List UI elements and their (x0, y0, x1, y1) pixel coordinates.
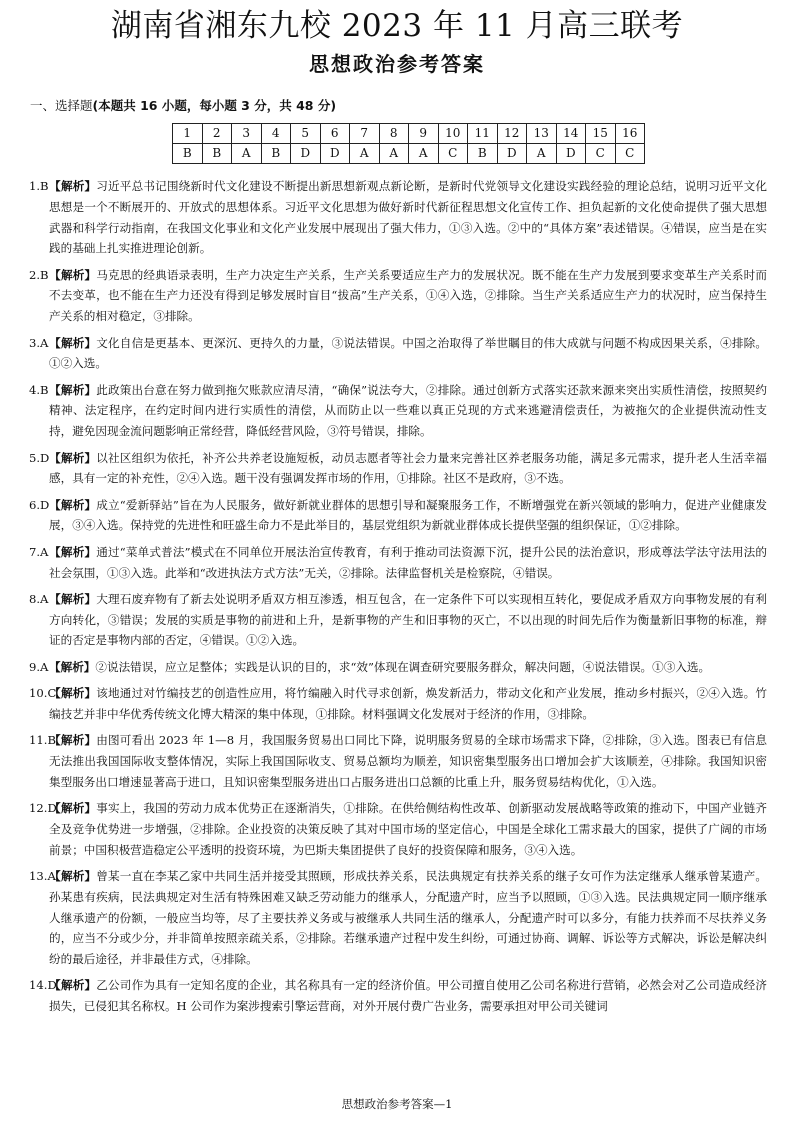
item-number: 2.B (29, 267, 49, 282)
explanation-item (29, 866, 767, 970)
explanation-item (29, 333, 767, 375)
answer-table-number-cell: 3 (232, 124, 262, 144)
answer-table-answer-cell: D (320, 144, 350, 164)
explanation-item (29, 448, 767, 490)
answer-table-number-cell: 6 (320, 124, 350, 144)
answer-table-answer-cell: B (261, 144, 291, 164)
answer-table-answer-row (173, 144, 645, 164)
analysis-tag: 【解析】 (49, 868, 97, 883)
answer-table-number-cell: 11 (468, 124, 498, 144)
answer-table-number-cell: 15 (586, 124, 616, 144)
item-number: 10.C (29, 686, 57, 701)
explanation-item (29, 730, 767, 792)
answer-table-answer-cell: B (468, 144, 498, 164)
explanation-item (29, 798, 767, 860)
answer-table-number-cell: 10 (438, 124, 468, 144)
item-number: 5.D (29, 450, 50, 465)
explanation-item (29, 380, 767, 442)
answer-table-number-cell: 16 (615, 124, 645, 144)
item-text: 马克思的经典语录表明，生产力决定生产关系，生产关系要适应生产力的发展状况。既不能在生产力发展到要求变革生产关系时而不去变革，也不能在生产力还没有得到足够发展时盲目“拔高”生产关系，①④入选，②排除。当生产关系适应生产力的状况时，应当保持生产关系的相对稳定，③排除。 (49, 267, 767, 324)
answer-table-number-cell: 8 (379, 124, 409, 144)
explanation-item (29, 683, 767, 725)
item-text: 文化自信是更基本、更深沉、更持久的力量，③说法错误。中国之治取得了举世瞩目的伟大成就与问题不构成因果关系，④排除。①②入选。 (49, 335, 767, 371)
explanation-item (29, 176, 767, 259)
analysis-tag: 【解析】 (49, 335, 97, 350)
analysis-tag: 【解析】 (49, 686, 97, 701)
answer-table-number-cell: 12 (497, 124, 527, 144)
page-subtitle: 思想政治参考答案 (309, 52, 485, 76)
item-number: 1.B (29, 179, 49, 193)
analysis-tag: 【解析】 (49, 978, 97, 993)
item-number: 4.B (29, 382, 49, 397)
answer-table (172, 123, 645, 164)
answer-table-number-cell: 2 (202, 124, 232, 144)
item-text: 事实上，我国的劳动力成本优势正在逐渐消失，①排除。在供给侧结构性改革、创新驱动发展战略等政策的推动下，中国产业链齐全及竞争优势进一步增强，②排除。企业投资的决策反映了其对中国市场的坚定信心，中国是全球化工需求最大的国家，提供了广阔的市场前景；中国积极营造稳定公平透明的投资环境，为巴斯夫集团提供了良好的投资保障和服务，③④入选。 (49, 801, 767, 857)
analysis-tag: 【解析】 (49, 801, 97, 816)
answer-table-answer-cell: A (527, 144, 557, 164)
item-number: 14.D (29, 978, 57, 993)
item-number: 13.A (29, 868, 56, 883)
item-text: 由图可看出 2023 年 1—8 月，我国服务贸易出口同比下降，说明服务贸易的全球市场需求下降，②排除，③入选。图表已有信息无法推出我国国际收支整体情况，实际上我国国际收支、贸易总额均为顺差，知识密集型服务出口增加会扩大该顺差，④排除。我国知识密集型服务出口增速显著高于进口，且知识密集型服务进出口占服务进出口总额的比重上升，服务贸易结构优化，①入选。 (49, 733, 767, 789)
section-heading (30, 97, 336, 115)
item-number: 12.D (29, 801, 57, 816)
item-number: 9.A (29, 659, 49, 674)
item-text: 乙公司作为具有一定知名度的企业，其名称具有一定的经济价值。甲公司擅自使用乙公司名称进行营销，必然会对乙公司造成经济损失，已侵犯其名称权。H 公司作为案涉搜索引擎运营商，对外开展付费广告业务，需要承担对甲公司关键词 (49, 978, 767, 1014)
item-text: 习近平总书记围绕新时代文化建设不断提出新思想新观点新论断，是新时代党领导文化建设实践经验的理论总结，说明习近平文化思想是一个不断展开的、开放式的思想体系。习近平文化思想为做好新时代新征程思想文化宣传工作、担负起新的文化使命提供了强大思想武器和科学行动指南，在我国文化事业和文化产业发展中展现出了强大伟力，①③入选。②中的“具体方案”表述错误。④错误，应当是在实践的基础上扎实推进理论创新。 (49, 179, 767, 256)
analysis-tag: 【解析】 (49, 267, 97, 282)
answer-table-answer-cell: A (379, 144, 409, 164)
item-text: 此政策出台意在努力做到拖欠账款应清尽清，“确保”说法夸大，②排除。通过创新方式落实还款来源来突出实质性清偿，按照契约精神、法定程序，在约定时间内进行实质性的清偿，从而防止以一些难以真正兑现的方式来逃避清偿责任，为被拖欠的企业提供流动性支持，避免因现金流问题影响正常经营，降低经营风险，③符号错误，排除。 (49, 382, 767, 439)
explanation-list (29, 176, 767, 1022)
answer-table-number-row (173, 124, 645, 144)
section-note: (本题共 16 小题，每小题 3 分，共 48 分) (92, 98, 337, 113)
item-number: 11.B (29, 733, 56, 748)
explanation-item (29, 265, 767, 327)
answer-table-number-cell: 14 (556, 124, 586, 144)
answer-table-number-cell: 4 (261, 124, 291, 144)
page-title: 湖南省湘东九校 2023 年 11 月高三联考 (110, 8, 684, 44)
explanation-item (29, 589, 767, 651)
answer-table-answer-cell: D (291, 144, 321, 164)
analysis-tag: 【解析】 (49, 179, 97, 193)
explanation-item (29, 657, 767, 678)
item-text: 曾某一直在李某乙家中共同生活并接受其照顾，形成扶养关系，民法典规定有扶养关系的继子女可作为法定继承人继承曾某遗产。孙某患有疾病，民法典规定对生活有特殊困难又缺乏劳动能力的继承人，分配遗产时，应当予以照顾，①③入选。民法典规定同一顺序继承人继承遗产的份额，一般应当均等，尽了主要扶养义务或与被继承人共同生活的继承人，分配遗产时可以多分，有能力扶养而不尽扶养义务的，应当不分或少分，并非简单按照亲疏关系，②排除。若继承遗产过程中发生纠纷，可通过协商、调解、诉讼等方式解决，诉讼是解决纠纷的最后途径，并非最佳方式，④排除。 (49, 868, 767, 967)
answer-table-answer-cell: B (173, 144, 203, 164)
answer-table-number-cell: 5 (291, 124, 321, 144)
analysis-tag: 【解析】 (49, 450, 97, 465)
item-text: 该地通过对竹编技艺的创造性应用，将竹编融入时代寻求创新，焕发新活力，带动文化和产业发展，推动乡村振兴，②④入选。竹编技艺并非中华优秀传统文化博大精深的集中体现，①排除。材料强调文化发展对于经济的作用，③排除。 (49, 686, 767, 721)
item-number: 6.D (29, 497, 50, 512)
answer-table-number-cell: 1 (173, 124, 203, 144)
answer-table-answer-cell: C (615, 144, 645, 164)
answer-table-answer-cell: A (409, 144, 439, 164)
answer-table-answer-cell: C (586, 144, 616, 164)
analysis-tag: 【解析】 (49, 659, 96, 674)
answer-table-answer-cell: D (497, 144, 527, 164)
item-text: 大理石废弃物有了新去处说明矛盾双方相互渗透，相互包含，在一定条件下可以实现相互转化，要促成矛盾双方向事物发展的有利方向转化，③错误；发展的实质是事物的前进和上升，是新事物的产生和旧事物的灭亡，不以出现的时间先后作为衡量新旧事物的标准，辩证的否定是事物内部的否定，④错误。①②入选。 (49, 591, 767, 648)
item-text: 以社区组织为依托，补齐公共养老设施短板，动员志愿者等社会力量来完善社区养老服务功能，满足多元需求，提升老人生活幸福感，具有一定的补充性，②④入选。题干没有强调发挥市场的作用，①排除。社区不是政府，③不选。 (49, 450, 767, 486)
item-text: ②说法错误，应立足整体；实践是认识的目的，求“效”体现在调查研究要服务群众，解决问题，④说法错误。①③入选。 (95, 659, 711, 674)
answer-table-answer-cell: C (438, 144, 468, 164)
answer-table-number-cell: 9 (409, 124, 439, 144)
answer-table-answer-cell: B (202, 144, 232, 164)
item-number: 3.A (29, 335, 49, 350)
explanation-item (29, 495, 767, 537)
item-text: 通过“菜单式普法”模式在不同单位开展法治宣传教育，有利于推动司法资源下沉，提升公民的法治意识，形成尊法学法守法用法的社会氛围，①③入选。此举和“改进执法方式方法”无关，②排除。法律监督机关是检察院，④错误。 (49, 544, 767, 580)
analysis-tag: 【解析】 (49, 591, 97, 606)
analysis-tag: 【解析】 (49, 544, 97, 559)
page-footer: 思想政治参考答案—1 (341, 1097, 453, 1111)
answer-table-answer-cell: D (556, 144, 586, 164)
analysis-tag: 【解析】 (49, 733, 97, 748)
analysis-tag: 【解析】 (49, 497, 97, 512)
item-number: 7.A (29, 544, 49, 559)
analysis-tag: 【解析】 (49, 382, 97, 397)
answer-table-answer-cell: A (232, 144, 262, 164)
section-label: 一、选择题 (30, 98, 93, 113)
answer-table-number-cell: 13 (527, 124, 557, 144)
answer-table-answer-cell: A (350, 144, 380, 164)
item-text: 成立“爱新驿站”旨在为人民服务，做好新就业群体的思想引导和凝聚服务工作，不断增强党在新兴领域的影响力，促进产业健康发展，③④入选。保持党的先进性和旺盛生命力不是此举目的，基层党组织为新就业群体成长提供坚强的组织保证，①②排除。 (49, 497, 767, 533)
answer-table-number-cell: 7 (350, 124, 380, 144)
explanation-item (29, 542, 767, 584)
item-number: 8.A (29, 591, 49, 606)
explanation-item (29, 975, 767, 1017)
